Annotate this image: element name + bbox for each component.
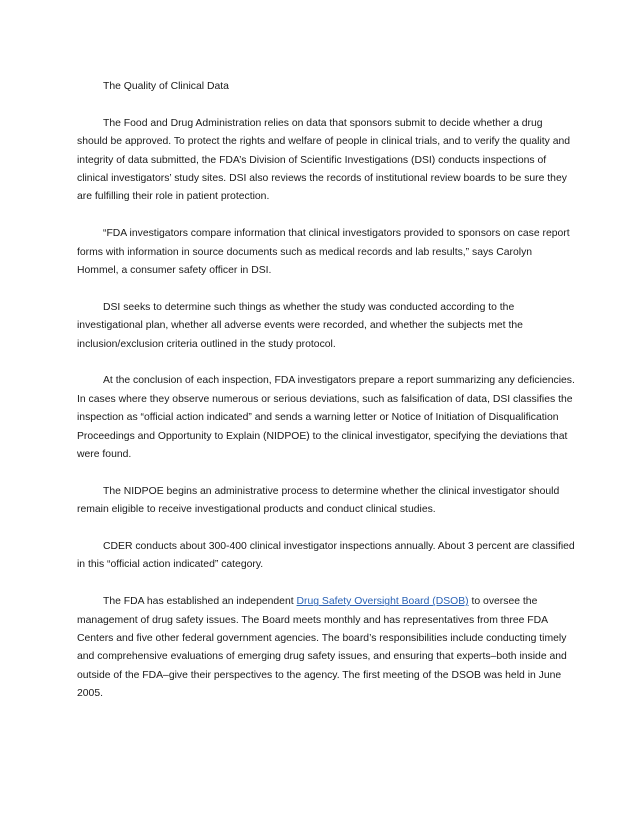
paragraph-investigator-quote: “FDA investigators compare information that clinical investigators provided to sponsors on case report forms with information in source documents such as medical records and lab results,” says Carolyn Hommel, a consumer safety officer in DSI.: [77, 228, 570, 277]
document-title: The Quality of Clinical Data: [103, 81, 229, 92]
paragraph-inspection-conclusion: At the conclusion of each inspection, FDA investigators prepare a report summarizing any deficiencies. In cases where they observe numerous or serious deviations, such as falsification of data, DSI classifies the inspection as “official action indicated” and sends a warning letter or Notice of Initiation of Disqualification Proceedings and Opportunity to Explain (NIDPOE) to the clinical investigator, specifying the deviations that were found.: [77, 375, 575, 461]
paragraph-dsob: [77, 593, 575, 703]
dsob-text-before-link: The FDA has established an independent: [103, 596, 297, 608]
document-page: [77, 78, 575, 722]
dsob-text-after-link: to oversee the management of drug safety issues. The Board meets monthly and has representatives from three FDA Centers and five other federal government agencies. The board’s responsibilities include conducting timely and comprehensive evaluations of emerging drug safety issues, and ensuring that experts–both inside and outside of the FDA–give their perspectives to the agency. The first meeting of the DSOB was held in June 2005.: [77, 596, 567, 700]
paragraph-cder-inspections: CDER conducts about 300-400 clinical investigator inspections annually. About 3 percent are classified in this “official action indicated” category.: [77, 541, 575, 571]
dsob-link[interactable]: Drug Safety Oversight Board (DSOB): [296, 596, 469, 608]
paragraph-dsi-determination: DSI seeks to determine such things as whether the study was conducted according to the investigational plan, whether all adverse events were recorded, and whether the subjects met the inclusion/exclusion criteria outlined in the study protocol.: [77, 301, 523, 350]
paragraph-fda-data: The Food and Drug Administration relies on data that sponsors submit to decide whether a drug should be approved. To protect the rights and welfare of people in clinical trials, and to verify the quality and integrity of data submitted, the FDA’s Division of Scientific Investigations (DSI) conducts inspections of clinical investigators’ study sites. DSI also reviews the records of institutional review boards to be sure they are fulfilling their role in patient protection.: [77, 117, 571, 203]
paragraph-nidpoe: The NIDPOE begins an administrative process to determine whether the clinical investigator should remain eligible to receive investigational products and conduct clinical studies.: [77, 485, 560, 516]
